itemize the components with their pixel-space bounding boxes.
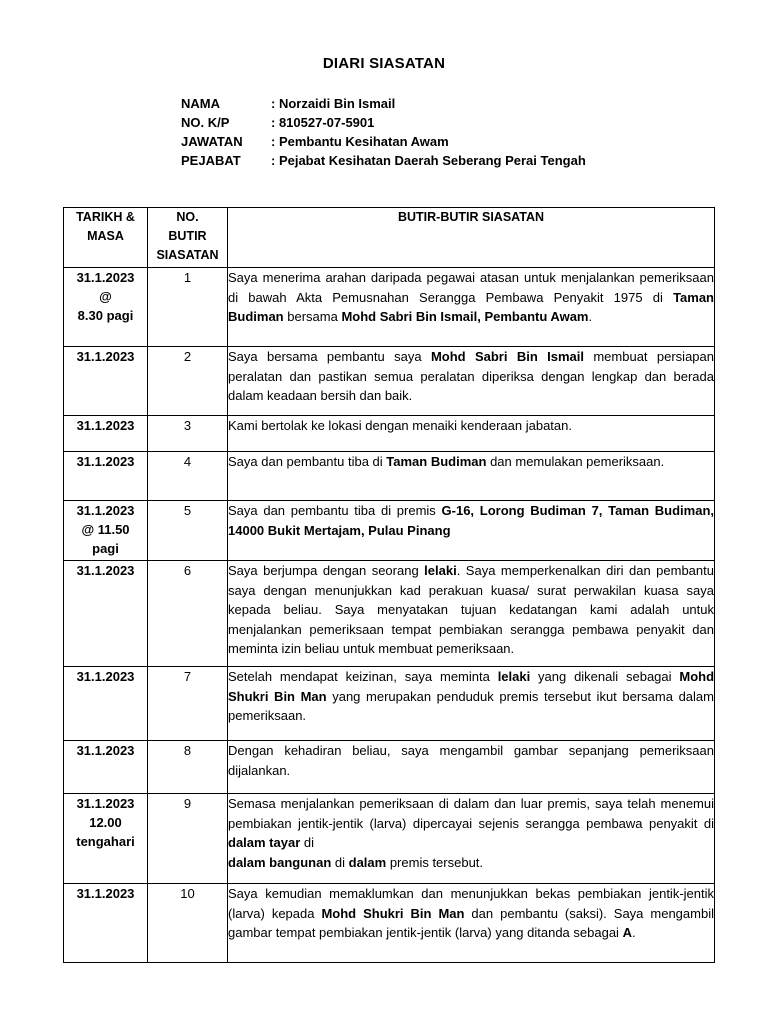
diary-table [63,207,715,963]
entry-date-cell [64,667,148,741]
entry-date-cell [64,501,148,561]
entry-date-text: tengahari [76,834,135,849]
entry-bold-text: lelaki [497,669,531,684]
table-row [64,268,715,347]
entry-date-text: 31.1.2023 [76,349,135,364]
entry-date-text: 31.1.2023 [76,270,135,285]
entry-bold-text: dalam tayar [228,835,301,850]
header-text: NO. [176,210,199,224]
entry-details-cell [228,794,715,884]
info-value: : Pembantu Kesihatan Awam [271,134,449,149]
entry-details-cell [228,741,715,794]
entry-text: Saya kemudian memaklumkan dan menunjukkan bekas pembiakan jentik-jentik (larva) kepada [228,886,714,921]
entry-date-text: 31.1.2023 [76,886,135,901]
entry-bold-text: Taman Budiman [228,289,714,324]
entry-date-cell [64,452,148,501]
entry-date-text: 8.30 pagi [77,308,134,323]
entry-date-cell [64,347,148,416]
info-row-ic [181,113,586,132]
entry-details-cell [228,884,715,963]
entry-date-text: 31.1.2023 [76,669,135,684]
entry-bold-text: G-16, Lorong Budiman 7, Taman Budiman, 14000 Bukit Mertajam, Pulau Pinang [228,503,714,538]
entry-date-text: 31.1.2023 [76,743,135,758]
entry-bold-text: dalam [348,854,387,870]
info-value: : Pejabat Kesihatan Daerah Seberang Perai Tengah [271,153,586,168]
entry-number-cell: 10 [148,884,228,963]
entry-bold-text: Mohd Sabri Bin Ismail, Pembantu Awam [341,309,589,324]
entry-number-cell: 3 [148,416,228,452]
table-header-row [64,208,715,268]
entry-number-cell: 2 [148,347,228,416]
entry-details-cell [228,501,715,561]
entry-bold-text: lelaki [424,563,457,578]
entry-text: Saya bersama pembantu saya [228,349,431,364]
entry-date-text: 31.1.2023 [76,796,135,811]
entry-bold-text: A [622,925,632,940]
entry-number-cell: 9 [148,794,228,884]
entry-text: Semasa menjalankan pemeriksaan di dalam dan luar premis, saya telah menemui pembiakan jentik-jentik (larva) dipercayai sejenis serangga pembawa penyakit di [228,796,714,831]
info-label: PEJABAT [181,153,241,168]
entry-number-cell: 1 [148,268,228,347]
entry-text: bersama [283,309,342,324]
header-text: TARIKH & [76,210,135,224]
entry-text: di [331,854,349,870]
entry-details-cell [228,268,715,347]
table-row [64,416,715,452]
entry-text: Kami bertolak ke lokasi dengan menaiki kenderaan jabatan. [228,418,572,433]
entry-date-text: 12.00 [89,815,122,830]
entry-text: . [588,309,593,324]
info-label: NO. K/P [181,115,230,130]
entry-number-cell: 5 [148,501,228,561]
entry-date-cell [64,268,148,347]
entry-date-cell [64,416,148,452]
entry-number-cell: 8 [148,741,228,794]
entry-number-cell: 7 [148,667,228,741]
entry-text: yang merupakan penduduk premis tersebut ikut bersama dalam pemeriksaan. [228,688,714,723]
table-row [64,884,715,963]
entry-text: dan pembantu (saksi). Saya mengambil gambar tempat pembiakan jentik-jentik (larva) yang ditanda sebagai [228,905,714,940]
header-details: BUTIR-BUTIR SIASATAN [228,208,715,268]
info-value: : Norzaidi Bin Ismail [271,96,396,111]
table-row [64,794,715,884]
header-date-time [64,208,148,268]
entry-text: dan memulakan pemeriksaan. [486,454,665,469]
entry-bold-text: Mohd Sabri Bin Ismail [430,349,584,364]
entry-text: . Saya memperkenalkan diri dan pembantu saya dengan menunjukkan kad perakuan kuasa/ surat perwakilan kuasa saya kepada beliau. Saya menyatakan tujuan kedatangan kami adalah untuk menjalankan pemeriksaan tempat pembiakan serangga pembawa penyakit dan meminta izin beliau untuk membuat pemeriksaan. [228,563,714,656]
entry-bold-text: Mohd Shukri Bin Man [321,905,465,921]
info-row-office [181,151,586,170]
entry-date-text: 31.1.2023 [76,454,135,469]
entry-date-cell [64,884,148,963]
table-row [64,347,715,416]
header-text: BUTIR [168,229,207,243]
info-row-name [181,94,586,113]
entry-text: Saya menerima arahan daripada pegawai atasan untuk menjalankan pemeriksaan di bawah Akta Pemusnahan Serangga Pembawa Penyakit 1975 di [228,270,714,305]
entry-date-text: 31.1.2023 [76,503,135,518]
entry-text: yang dikenali sebagai [530,669,680,684]
table-row [64,667,715,741]
entry-details-cell [228,452,715,501]
document-title: DIARI SIASATAN [322,55,446,72]
entry-bold-text: Mohd Shukri Bin Man [228,669,715,704]
table-row [64,452,715,501]
entry-date-text: @ [99,289,112,304]
info-label: NAMA [181,96,220,111]
entry-date-text: pagi [92,541,119,556]
entry-date-cell [64,561,148,667]
entry-date-cell [64,741,148,794]
table-row [64,561,715,667]
entry-details-cell [228,347,715,416]
entry-bold-text: dalam bangunan [228,854,332,870]
header-text: MASA [87,229,124,243]
header-entry-number [148,208,228,268]
diary-table-body [64,268,715,963]
entry-date-text: 31.1.2023 [76,418,135,433]
entry-text: Saya dan pembantu tiba di premis [228,503,442,518]
entry-text: Dengan kehadiran beliau, saya mengambil gambar sepanjang pemeriksaan dijalankan. [228,743,714,778]
header-text: SIASATAN [156,248,219,262]
entry-date-text: 31.1.2023 [76,563,135,578]
entry-details-cell [228,561,715,667]
entry-text: di [300,835,314,850]
table-row [64,501,715,561]
info-label: JAWATAN [181,134,243,149]
entry-text: . [631,925,636,940]
info-row-position [181,132,586,151]
entry-date-text: @ 11.50 [81,522,130,537]
entry-details-cell [228,667,715,741]
entry-text: premis tersebut. [386,854,484,870]
entry-number-cell: 6 [148,561,228,667]
info-value: : 810527-07-5901 [271,115,375,130]
entry-text: membuat persiapan peralatan dan pastikan semua peralatan diperiksa dengan lengkap dan berada dalam keadaan bersih dan baik. [228,349,714,403]
table-row [64,741,715,794]
entry-bold-text: Taman Budiman [386,454,487,469]
entry-details-cell [228,416,715,452]
entry-text: Saya dan pembantu tiba di [228,454,387,469]
officer-info-block [181,94,586,170]
entry-text: Saya berjumpa dengan seorang [228,563,425,578]
entry-date-cell [64,794,148,884]
entry-number-cell: 4 [148,452,228,501]
entry-text: Setelah mendapat keizinan, saya meminta [228,669,498,684]
